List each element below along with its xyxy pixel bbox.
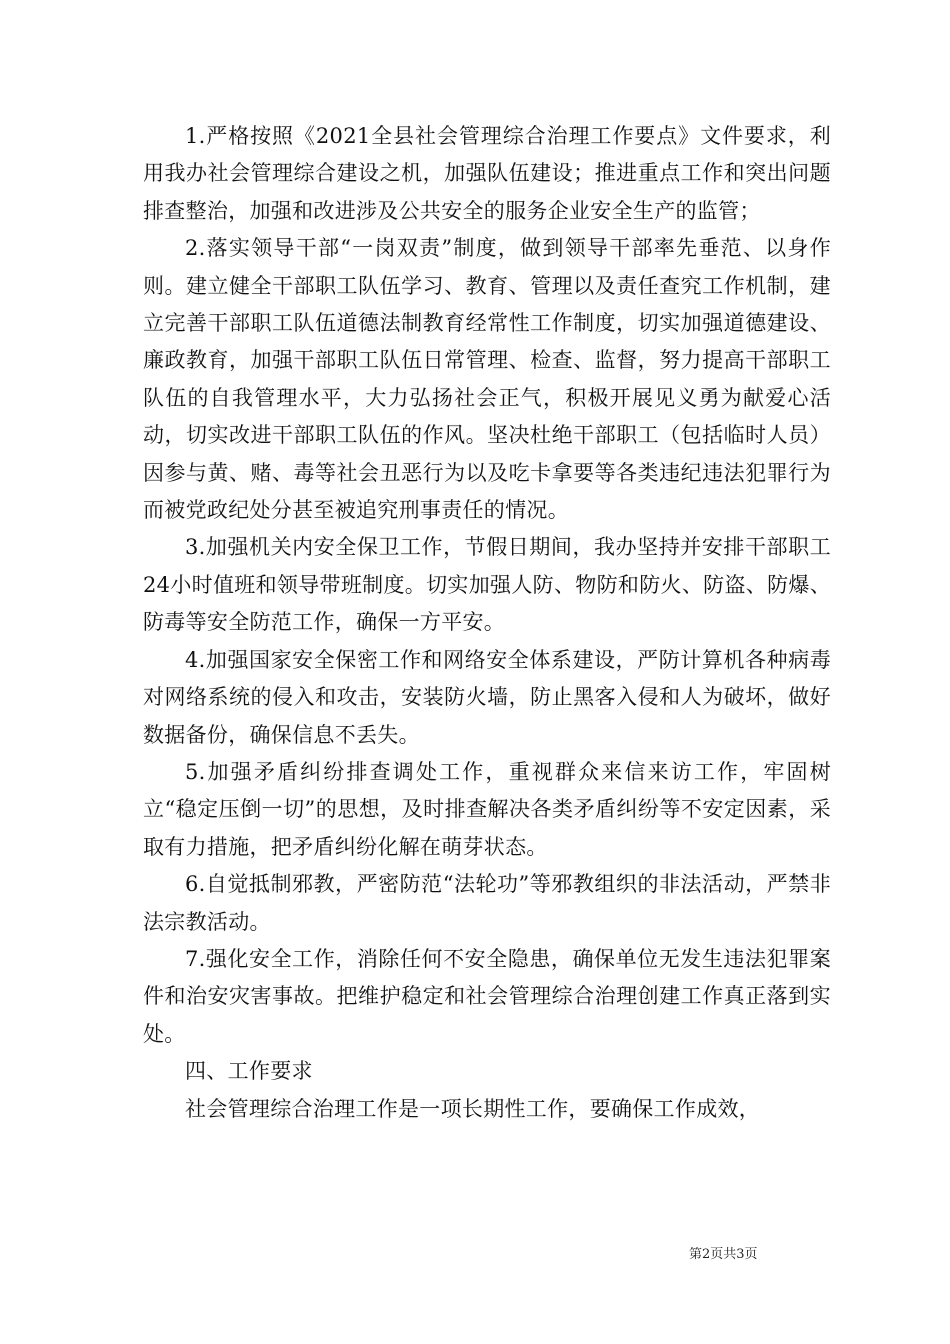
section-heading-work-requirements: 四、工作要求 (185, 1059, 313, 1084)
paragraph-work-requirements: 社会管理综合治理工作是一项长期性工作，要确保工作成效， (185, 1096, 761, 1121)
paragraph-item-2: 2.落实领导干部“一岗双责”制度，做到领导干部率先垂范、以身作则。建立健全干部职工队伍学习、教育、管理以及责任查究工作机制，建立完善干部职工队伍道德法制教育经常性工作制度，切实加强道德建设、廉政教育，加强干部职工队伍日常管理、检查、监督，努力提高干部职工队伍的自我管理水平，大力弘扬社会正气，积极开展见义勇为献爱心活动，切实改进干部职工队伍的作风。坚决杜绝干部职工（包括临时人员）因参与黄、赌、毒等社会丑恶行为以及吃卡拿要等各类违纪违法犯罪行为而被党政纪处分甚至被追究刑事责任的情况。 (143, 236, 831, 523)
paragraph-item-6: 6.自觉抵制邪教，严密防范“法轮功”等邪教组织的非法活动，严禁非法宗教活动。 (143, 872, 831, 934)
paragraph-item-7: 7.强化安全工作，消除任何不安全隐患，确保单位无发生违法犯罪案件和治安灾害事故。把维护稳定和社会管理综合治理创建工作真正落到实处。 (143, 946, 831, 1046)
document-body (143, 118, 831, 1128)
paragraph-item-5: 5.加强矛盾纠纷排查调处工作，重视群众来信来访工作，牢固树立“稳定压倒一切”的思想，及时排查解决各类矛盾纠纷等不安定因素，采取有力措施，把矛盾纠纷化解在萌芽状态。 (143, 759, 831, 859)
paragraph-item-4: 4.加强国家安全保密工作和网络安全体系建设，严防计算机各种病毒对网络系统的侵入和攻击，安装防火墙，防止黑客入侵和人为破坏，做好数据备份，确保信息不丢失。 (143, 647, 831, 747)
paragraph-item-3: 3.加强机关内安全保卫工作，节假日期间，我办坚持并安排干部职工24小时值班和领导带班制度。切实加强人防、物防和防火、防盗、防爆、防毒等安全防范工作，确保一方平安。 (143, 535, 831, 635)
page-number-footer: 第2页共3页 (689, 1247, 758, 1262)
paragraph-item-1: 1.严格按照《2021全县社会管理综合治理工作要点》文件要求，利用我办社会管理综合建设之机，加强队伍建设；推进重点工作和突出问题排查整治，加强和改进涉及公共安全的服务企业安全生产的监管； (143, 124, 831, 223)
